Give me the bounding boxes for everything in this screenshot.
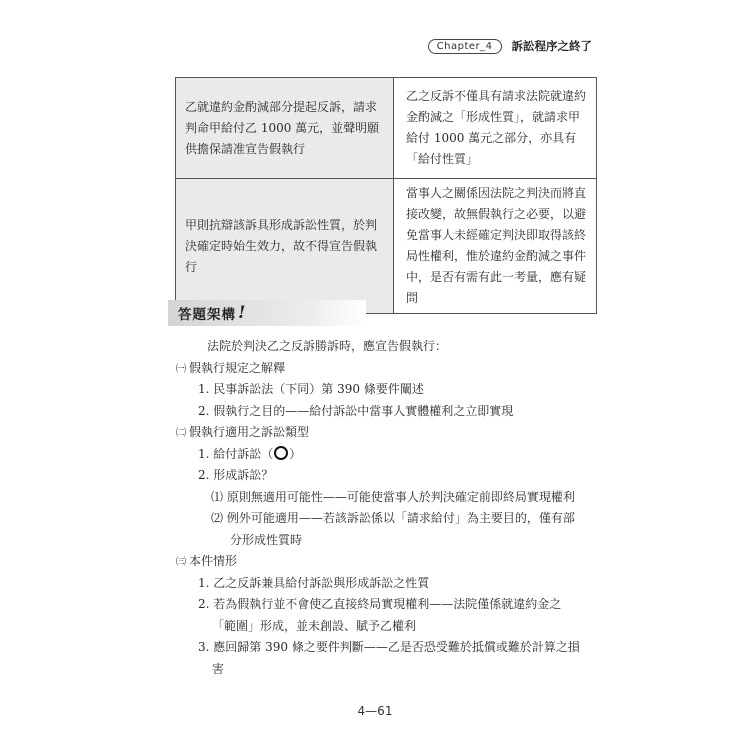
section-heading-text: 答題架構 [178,307,236,323]
subitem-text: 民事訴訟法（下同）第 390 條要件闡述 [213,382,424,396]
subitem-num: 3. [198,640,210,654]
section-heading [168,300,366,326]
outline-heading-text: 假執行適用之訴訟類型 [189,425,310,439]
running-header [428,38,592,54]
outline-heading-text: 本件情形 [189,554,238,568]
outline-heading [176,551,616,573]
subitem-text: 給付訴訟（ [213,446,274,461]
subsubitem-num: ⑵ [211,511,224,525]
circle-icon [274,446,288,460]
subsubitem-continuation: 分形成性質時 [230,532,303,547]
outline-subitem [176,465,616,487]
outline-intro: 法院於判決乙之反訴勝訴時，應宣告假執行： [207,339,448,353]
outline-subitem [176,594,616,616]
table-cell-right: 當事人之關係因法院之判決而將直接改變，故無假執行之必要，以避免當事人未經確定判決即取得該終局性權利，惟於違約金酌減之事件中，是否有需有此一考量，應有疑問 [394,179,597,314]
subitem-num: 2. [198,597,210,611]
subitem-continuation: 害 [212,661,225,676]
table-cell-left: 甲則抗辯該訴具形成訴訟性質，於判決確定時始生效力，故不得宣告假執行 [176,179,394,314]
subitem-num: 1. [198,382,210,396]
subitem-text-end: ） [289,446,302,461]
page-number: 4—61 [357,704,393,718]
outline-subitem [176,637,616,659]
subitem-num: 2. [198,403,210,418]
comparison-table [175,77,597,314]
outline-marker: ㈢ [176,557,186,568]
subitem-text: 應回歸第 390 條之要件判斷——乙是否恐受難於抵償或難於計算之損 [213,640,580,654]
subitem-continuation: 「範圍」形成，並未創設、賦予乙權利 [212,618,417,633]
subsubitem-text: 例外可能適用——若該訴訟係以「請求給付」為主要目的，僅有部 [226,511,575,525]
outline-subitem [176,401,616,423]
subitem-text: 若為假執行並不會使乙直接終局實現權利——法院僅係就違約金之 [213,597,562,611]
subsubitem-text: 原則無適用可能性——可能使當事人於判決確定前即終局實現權利 [226,489,575,504]
outline-heading [176,358,616,380]
exclamation-mark: ! [238,303,246,323]
subsubitem-num: ⑴ [211,489,224,504]
outline-marker: ㈠ [176,363,186,375]
outline-subitem [176,444,616,466]
chapter-title: 訴訟程序之終了 [511,39,592,53]
outline-marker: ㈡ [176,428,186,439]
answer-outline [176,336,616,680]
subitem-num: 2. [198,468,210,482]
table-cell-right: 乙之反訴不僅具有請求法院就違約金酌減之「形成性質」，就請求甲給付 1000 萬元之部分，亦具有「給付性質」 [394,78,597,179]
table-row [176,179,597,314]
table-cell-left: 乙就違約金酌減部分提起反訴，請求判命甲給付乙 1000 萬元，並聲明願供擔保請准宣告假執行 [176,78,394,179]
outline-heading [176,422,616,444]
outline-subsubitem [176,508,616,530]
subitem-text: 乙之反訴兼具給付訴訟與形成訴訟之性質 [213,575,430,590]
outline-subitem [176,573,616,595]
outline-subitem [176,379,616,401]
outline-subsubitem [176,487,616,509]
subitem-text: 形成訴訟？ [213,468,274,482]
subitem-num: 1. [198,446,210,461]
subitem-text: 假執行之目的——給付訴訟中當事人實體權利之立即實現 [213,403,514,418]
subitem-num: 1. [198,575,210,590]
chapter-label: Chapter_4 [428,39,502,54]
table-row [176,78,597,179]
outline-heading-text: 假執行規定之解釋 [189,360,286,375]
